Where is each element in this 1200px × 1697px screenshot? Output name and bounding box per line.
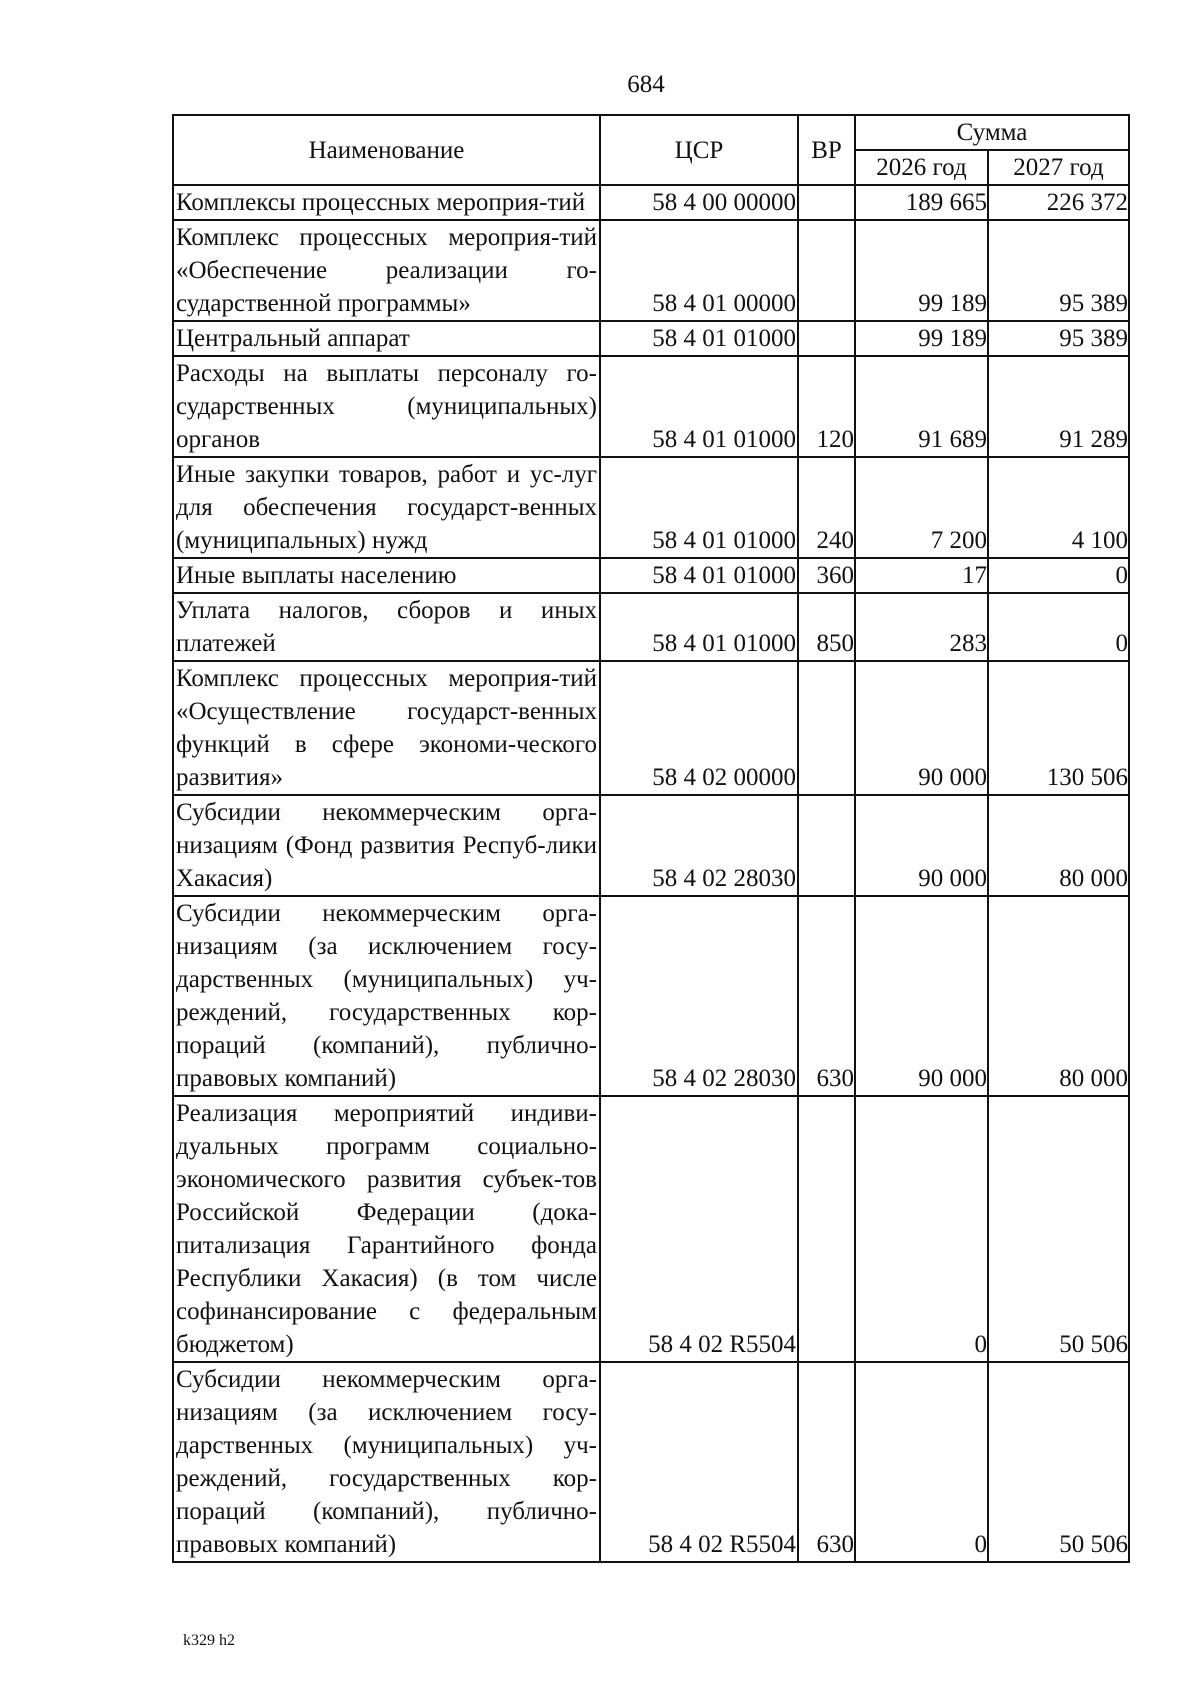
- cell-sum-2026: 0: [855, 1096, 988, 1362]
- cell-name: Комплекс процессных мероприя-тий «Обеспечение реализации го-сударственной программы»: [173, 220, 600, 321]
- cell-vr: [798, 185, 855, 220]
- cell-csr: 58 4 01 01000: [600, 356, 798, 457]
- table-row: [173, 321, 1129, 356]
- cell-sum-2027: 91 289: [988, 356, 1129, 457]
- cell-sum-2026: 283: [855, 593, 988, 661]
- budget-table: [172, 114, 1130, 1563]
- cell-sum-2026: 99 189: [855, 220, 988, 321]
- cell-csr: 58 4 01 01000: [600, 558, 798, 593]
- cell-csr: 58 4 02 R5504: [600, 1362, 798, 1562]
- cell-sum-2027: 95 389: [988, 321, 1129, 356]
- cell-sum-2026: 91 689: [855, 356, 988, 457]
- table-row: [173, 795, 1129, 896]
- header-sum: Сумма: [855, 115, 1129, 150]
- table-body: [173, 185, 1129, 1562]
- cell-vr: 850: [798, 593, 855, 661]
- cell-name: Центральный аппарат: [173, 321, 600, 356]
- header-name: Наименование: [173, 115, 600, 185]
- cell-sum-2026: 90 000: [855, 661, 988, 795]
- cell-sum-2026: 90 000: [855, 795, 988, 896]
- cell-vr: 240: [798, 457, 855, 558]
- cell-name: Реализация мероприятий индиви-дуальных программ социально-экономического развития субъек-тов Российской Федерации (дока-питализация Гарантийного фонда Республики Хакасия) (в том числе софинансирование с федеральным бюджетом): [173, 1096, 600, 1362]
- cell-vr: [798, 220, 855, 321]
- cell-vr: 360: [798, 558, 855, 593]
- table-row: [173, 220, 1129, 321]
- header-csr: ЦСР: [600, 115, 798, 185]
- cell-sum-2027: 80 000: [988, 896, 1129, 1096]
- table-row: [173, 356, 1129, 457]
- cell-name: Расходы на выплаты персоналу го-сударственных (муниципальных) органов: [173, 356, 600, 457]
- header-year-2026: 2026 год: [855, 150, 988, 185]
- cell-sum-2027: 95 389: [988, 220, 1129, 321]
- table-row: [173, 1096, 1129, 1362]
- cell-sum-2027: 130 506: [988, 661, 1129, 795]
- cell-name: Уплата налогов, сборов и иных платежей: [173, 593, 600, 661]
- cell-sum-2027: 80 000: [988, 795, 1129, 896]
- cell-vr: 630: [798, 1362, 855, 1562]
- cell-csr: 58 4 01 01000: [600, 321, 798, 356]
- cell-sum-2026: 7 200: [855, 457, 988, 558]
- cell-name: Комплексы процессных мероприя-тий: [173, 185, 600, 220]
- cell-sum-2027: 50 506: [988, 1362, 1129, 1562]
- table-header: [173, 115, 1129, 185]
- cell-csr: 58 4 00 00000: [600, 185, 798, 220]
- table-row: [173, 1362, 1129, 1562]
- cell-csr: 58 4 02 00000: [600, 661, 798, 795]
- table-row: [173, 661, 1129, 795]
- cell-name: Субсидии некоммерческим орга-низациям (Фонд развития Респуб-лики Хакасия): [173, 795, 600, 896]
- cell-csr: 58 4 02 28030: [600, 896, 798, 1096]
- cell-vr: [798, 1096, 855, 1362]
- cell-sum-2026: 99 189: [855, 321, 988, 356]
- cell-sum-2026: 90 000: [855, 896, 988, 1096]
- cell-csr: 58 4 01 00000: [600, 220, 798, 321]
- header-year-2027: 2027 год: [988, 150, 1129, 185]
- cell-sum-2027: 0: [988, 593, 1129, 661]
- cell-sum-2026: 189 665: [855, 185, 988, 220]
- cell-sum-2027: 4 100: [988, 457, 1129, 558]
- table-row: [173, 558, 1129, 593]
- table-row: [173, 457, 1129, 558]
- table-row: [173, 896, 1129, 1096]
- cell-vr: [798, 795, 855, 896]
- header-vr: ВР: [798, 115, 855, 185]
- cell-vr: [798, 661, 855, 795]
- table-row: [173, 593, 1129, 661]
- cell-vr: 120: [798, 356, 855, 457]
- cell-vr: 630: [798, 896, 855, 1096]
- cell-csr: 58 4 02 R5504: [600, 1096, 798, 1362]
- footer-code: k329 h2: [183, 1632, 235, 1649]
- cell-name: Иные выплаты населению: [173, 558, 600, 593]
- cell-csr: 58 4 02 28030: [600, 795, 798, 896]
- cell-sum-2027: 50 506: [988, 1096, 1129, 1362]
- cell-name: Субсидии некоммерческим орга-низациям (за исключением госу-дарственных (муниципальных) уч-реждений, государственных кор-пораций (компаний), публично-правовых компаний): [173, 896, 600, 1096]
- cell-name: Иные закупки товаров, работ и ус-луг для обеспечения государст-венных (муниципальных) нужд: [173, 457, 600, 558]
- cell-name: Субсидии некоммерческим орга-низациям (за исключением госу-дарственных (муниципальных) уч-реждений, государственных кор-пораций (компаний), публично-правовых компаний): [173, 1362, 600, 1562]
- page-number: 684: [627, 71, 665, 98]
- table-row: [173, 185, 1129, 220]
- cell-sum-2026: 17: [855, 558, 988, 593]
- cell-sum-2026: 0: [855, 1362, 988, 1562]
- cell-name: Комплекс процессных мероприя-тий «Осуществление государст-венных функций в сфере экономи-ческого развития»: [173, 661, 600, 795]
- cell-sum-2027: 226 372: [988, 185, 1129, 220]
- cell-sum-2027: 0: [988, 558, 1129, 593]
- cell-csr: 58 4 01 01000: [600, 457, 798, 558]
- cell-csr: 58 4 01 01000: [600, 593, 798, 661]
- cell-vr: [798, 321, 855, 356]
